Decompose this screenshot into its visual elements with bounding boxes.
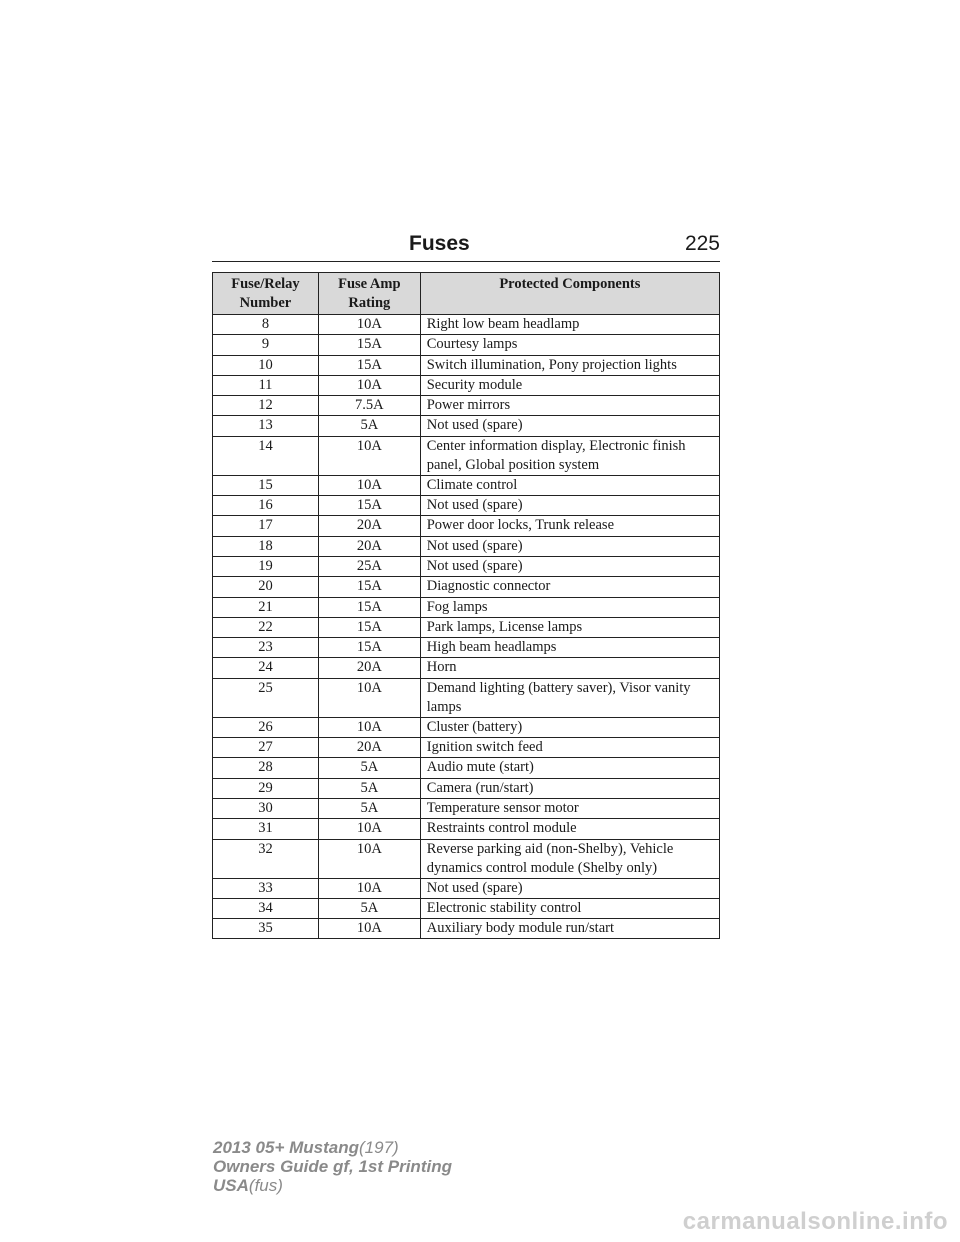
amp-rating-cell: 5A [318, 798, 420, 818]
footer-line-2 [213, 1157, 452, 1176]
table-row [213, 436, 720, 475]
footer-printing: Owners Guide gf, 1st Printing [213, 1157, 452, 1176]
protected-components-cell: Courtesy lamps [420, 335, 719, 355]
amp-rating-cell: 15A [318, 335, 420, 355]
column-header-line: Fuse/Relay [231, 276, 300, 292]
amp-rating-cell: 25A [318, 556, 420, 576]
amp-rating-cell: 20A [318, 536, 420, 556]
table-row [213, 819, 720, 839]
fuse-number-cell: 23 [213, 638, 319, 658]
protected-components-cell: Camera (run/start) [420, 778, 719, 798]
footer-line-3 [213, 1176, 452, 1195]
fuse-number-cell: 12 [213, 396, 319, 416]
fuse-number-cell: 14 [213, 436, 319, 475]
table-row [213, 556, 720, 576]
amp-rating-cell: 5A [318, 778, 420, 798]
fuse-table [212, 272, 720, 939]
table-row [213, 577, 720, 597]
protected-components-cell: Audio mute (start) [420, 758, 719, 778]
protected-components-cell: Electronic stability control [420, 898, 719, 918]
protected-components-cell: Not used (spare) [420, 416, 719, 436]
page-header [212, 231, 720, 262]
fuse-number-cell: 13 [213, 416, 319, 436]
protected-components-cell: Power mirrors [420, 396, 719, 416]
amp-rating-cell: 10A [318, 678, 420, 717]
footer-line-1 [213, 1138, 452, 1157]
amp-rating-cell: 5A [318, 758, 420, 778]
protected-components-cell: Center information display, Electronic finish panel, Global position system [420, 436, 719, 475]
protected-components-cell: Security module [420, 375, 719, 395]
table-body [213, 315, 720, 939]
protected-components-cell: Power door locks, Trunk release [420, 516, 719, 536]
fuse-number-cell: 24 [213, 658, 319, 678]
fuse-number-cell: 33 [213, 878, 319, 898]
protected-components-cell: Horn [420, 658, 719, 678]
page-title: Fuses [409, 232, 470, 255]
table-row [213, 738, 720, 758]
footer-market: USA [213, 1176, 249, 1195]
table-row [213, 617, 720, 637]
protected-components-cell: Not used (spare) [420, 496, 719, 516]
table-row [213, 658, 720, 678]
amp-rating-cell: 20A [318, 516, 420, 536]
protected-components-cell: Right low beam headlamp [420, 315, 719, 335]
amp-rating-cell: 10A [318, 919, 420, 939]
fuse-number-cell: 16 [213, 496, 319, 516]
amp-rating-cell: 10A [318, 475, 420, 495]
amp-rating-cell: 10A [318, 375, 420, 395]
amp-rating-cell: 20A [318, 658, 420, 678]
fuse-number-cell: 21 [213, 597, 319, 617]
column-header-line: Rating [348, 295, 391, 311]
fuse-number-cell: 26 [213, 717, 319, 737]
table-row [213, 798, 720, 818]
table-row [213, 475, 720, 495]
protected-components-cell: Temperature sensor motor [420, 798, 719, 818]
amp-rating-cell: 10A [318, 878, 420, 898]
fuse-number-cell: 27 [213, 738, 319, 758]
table-row [213, 778, 720, 798]
amp-rating-cell: 7.5A [318, 396, 420, 416]
fuse-number-cell: 15 [213, 475, 319, 495]
fuse-number-cell: 31 [213, 819, 319, 839]
amp-rating-cell: 10A [318, 436, 420, 475]
protected-components-cell: Not used (spare) [420, 556, 719, 576]
protected-components-cell: Diagnostic connector [420, 577, 719, 597]
table-header [213, 273, 720, 315]
column-header-line: Number [239, 295, 292, 311]
table-row [213, 678, 720, 717]
table-row [213, 516, 720, 536]
table-row [213, 638, 720, 658]
amp-rating-cell: 10A [318, 315, 420, 335]
amp-rating-cell: 15A [318, 355, 420, 375]
table-row [213, 396, 720, 416]
page-number: 225 [684, 232, 720, 255]
table-row [213, 839, 720, 878]
protected-components-cell: Switch illumination, Pony projection lights [420, 355, 719, 375]
protected-components-cell: Auxiliary body module run/start [420, 919, 719, 939]
column-header-line: Fuse Amp [338, 276, 401, 292]
fuse-number-cell: 28 [213, 758, 319, 778]
footer-model: 2013 05+ Mustang [213, 1138, 359, 1157]
protected-components-cell: Not used (spare) [420, 878, 719, 898]
fuse-number-cell: 30 [213, 798, 319, 818]
protected-components-cell: Restraints control module [420, 819, 719, 839]
protected-components-cell: Cluster (battery) [420, 717, 719, 737]
amp-rating-cell: 5A [318, 416, 420, 436]
fuse-number-cell: 22 [213, 617, 319, 637]
fuse-number-cell: 20 [213, 577, 319, 597]
amp-rating-cell: 5A [318, 898, 420, 918]
table-row [213, 536, 720, 556]
protected-components-cell: Park lamps, License lamps [420, 617, 719, 637]
table-row [213, 335, 720, 355]
footer-code: (197) [359, 1138, 399, 1157]
table-row [213, 315, 720, 335]
fuse-number-cell: 9 [213, 335, 319, 355]
table-row [213, 898, 720, 918]
fuse-number-cell: 35 [213, 919, 319, 939]
table-row [213, 717, 720, 737]
footer-section-code: (fus) [248, 1176, 283, 1195]
table-row [213, 375, 720, 395]
column-header-fuse-number [213, 273, 319, 315]
amp-rating-cell: 20A [318, 738, 420, 758]
table-row [213, 919, 720, 939]
table-row [213, 758, 720, 778]
amp-rating-cell: 15A [318, 597, 420, 617]
column-header-line: Protected Components [499, 276, 641, 292]
amp-rating-cell: 15A [318, 617, 420, 637]
protected-components-cell: Ignition switch feed [420, 738, 719, 758]
fuse-number-cell: 17 [213, 516, 319, 536]
fuse-number-cell: 18 [213, 536, 319, 556]
fuse-number-cell: 10 [213, 355, 319, 375]
fuse-number-cell: 8 [213, 315, 319, 335]
fuse-number-cell: 29 [213, 778, 319, 798]
fuse-number-cell: 25 [213, 678, 319, 717]
fuse-number-cell: 34 [213, 898, 319, 918]
protected-components-cell: Fog lamps [420, 597, 719, 617]
protected-components-cell: Reverse parking aid (non-Shelby), Vehicle dynamics control module (Shelby only) [420, 839, 719, 878]
fuse-number-cell: 11 [213, 375, 319, 395]
table-row [213, 416, 720, 436]
column-header-protected-components [420, 273, 719, 315]
table-row [213, 496, 720, 516]
amp-rating-cell: 15A [318, 496, 420, 516]
watermark: carmanualsonline.info [682, 1208, 948, 1235]
amp-rating-cell: 15A [318, 638, 420, 658]
table-header-row [213, 273, 720, 315]
fuse-number-cell: 19 [213, 556, 319, 576]
table-row [213, 878, 720, 898]
amp-rating-cell: 10A [318, 717, 420, 737]
table-row [213, 355, 720, 375]
fuse-number-cell: 32 [213, 839, 319, 878]
protected-components-cell: High beam headlamps [420, 638, 719, 658]
amp-rating-cell: 10A [318, 839, 420, 878]
protected-components-cell: Not used (spare) [420, 536, 719, 556]
protected-components-cell: Climate control [420, 475, 719, 495]
protected-components-cell: Demand lighting (battery saver), Visor vanity lamps [420, 678, 719, 717]
document-footer [213, 1138, 452, 1195]
column-header-amp-rating [318, 273, 420, 315]
table-row [213, 597, 720, 617]
amp-rating-cell: 10A [318, 819, 420, 839]
amp-rating-cell: 15A [318, 577, 420, 597]
